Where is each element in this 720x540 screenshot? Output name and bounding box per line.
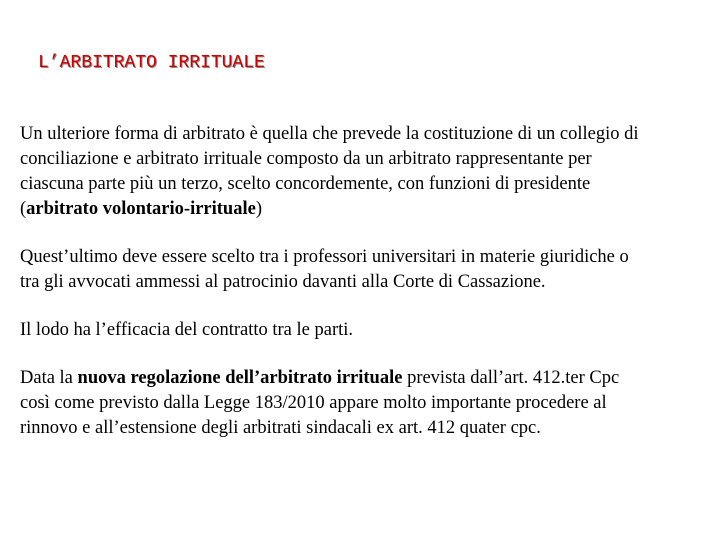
text-run: rinnovo e all’estensione degli arbitrati sindacali ex art. 412 quater cpc. (20, 418, 541, 438)
text-run: ( (20, 199, 27, 219)
slide-title: L’ARBITRATO IRRITUALE (38, 53, 265, 73)
paragraph-regolazione (20, 366, 710, 441)
text-run: Un ulteriore forma di arbitrato è quella che prevede la costituzione di un collegio di (20, 124, 639, 144)
paragraph-collegio (20, 122, 710, 222)
text-run: tra gli avvocati ammessi al patrocinio davanti alla Corte di Cassazione. (20, 272, 546, 292)
text-run: ) (255, 199, 262, 219)
text-run: ciascuna parte più un terzo, scelto concordemente, con funzioni di presidente (20, 174, 591, 194)
text-run: Il lodo ha l’efficacia del contratto tra le parti. (20, 320, 354, 340)
paragraph-scelta (20, 245, 710, 295)
text-run: Data la (20, 368, 78, 388)
text-run: prevista dall’art. 412.ter Cpc (402, 368, 620, 388)
text-run: così come previsto dalla Legge 183/2010 appare molto importante procedere al (20, 393, 607, 413)
bold-term: nuova regolazione dell’arbitrato irrituale (77, 368, 403, 388)
slide-body (20, 122, 710, 464)
paragraph-lodo (20, 318, 710, 343)
text-run: conciliazione e arbitrato irrituale composto da un arbitrato rappresentante per (20, 149, 592, 169)
text-run: Quest’ultimo deve essere scelto tra i professori universitari in materie giuridiche o (20, 247, 629, 267)
bold-term: arbitrato volontario-irrituale (26, 199, 256, 219)
